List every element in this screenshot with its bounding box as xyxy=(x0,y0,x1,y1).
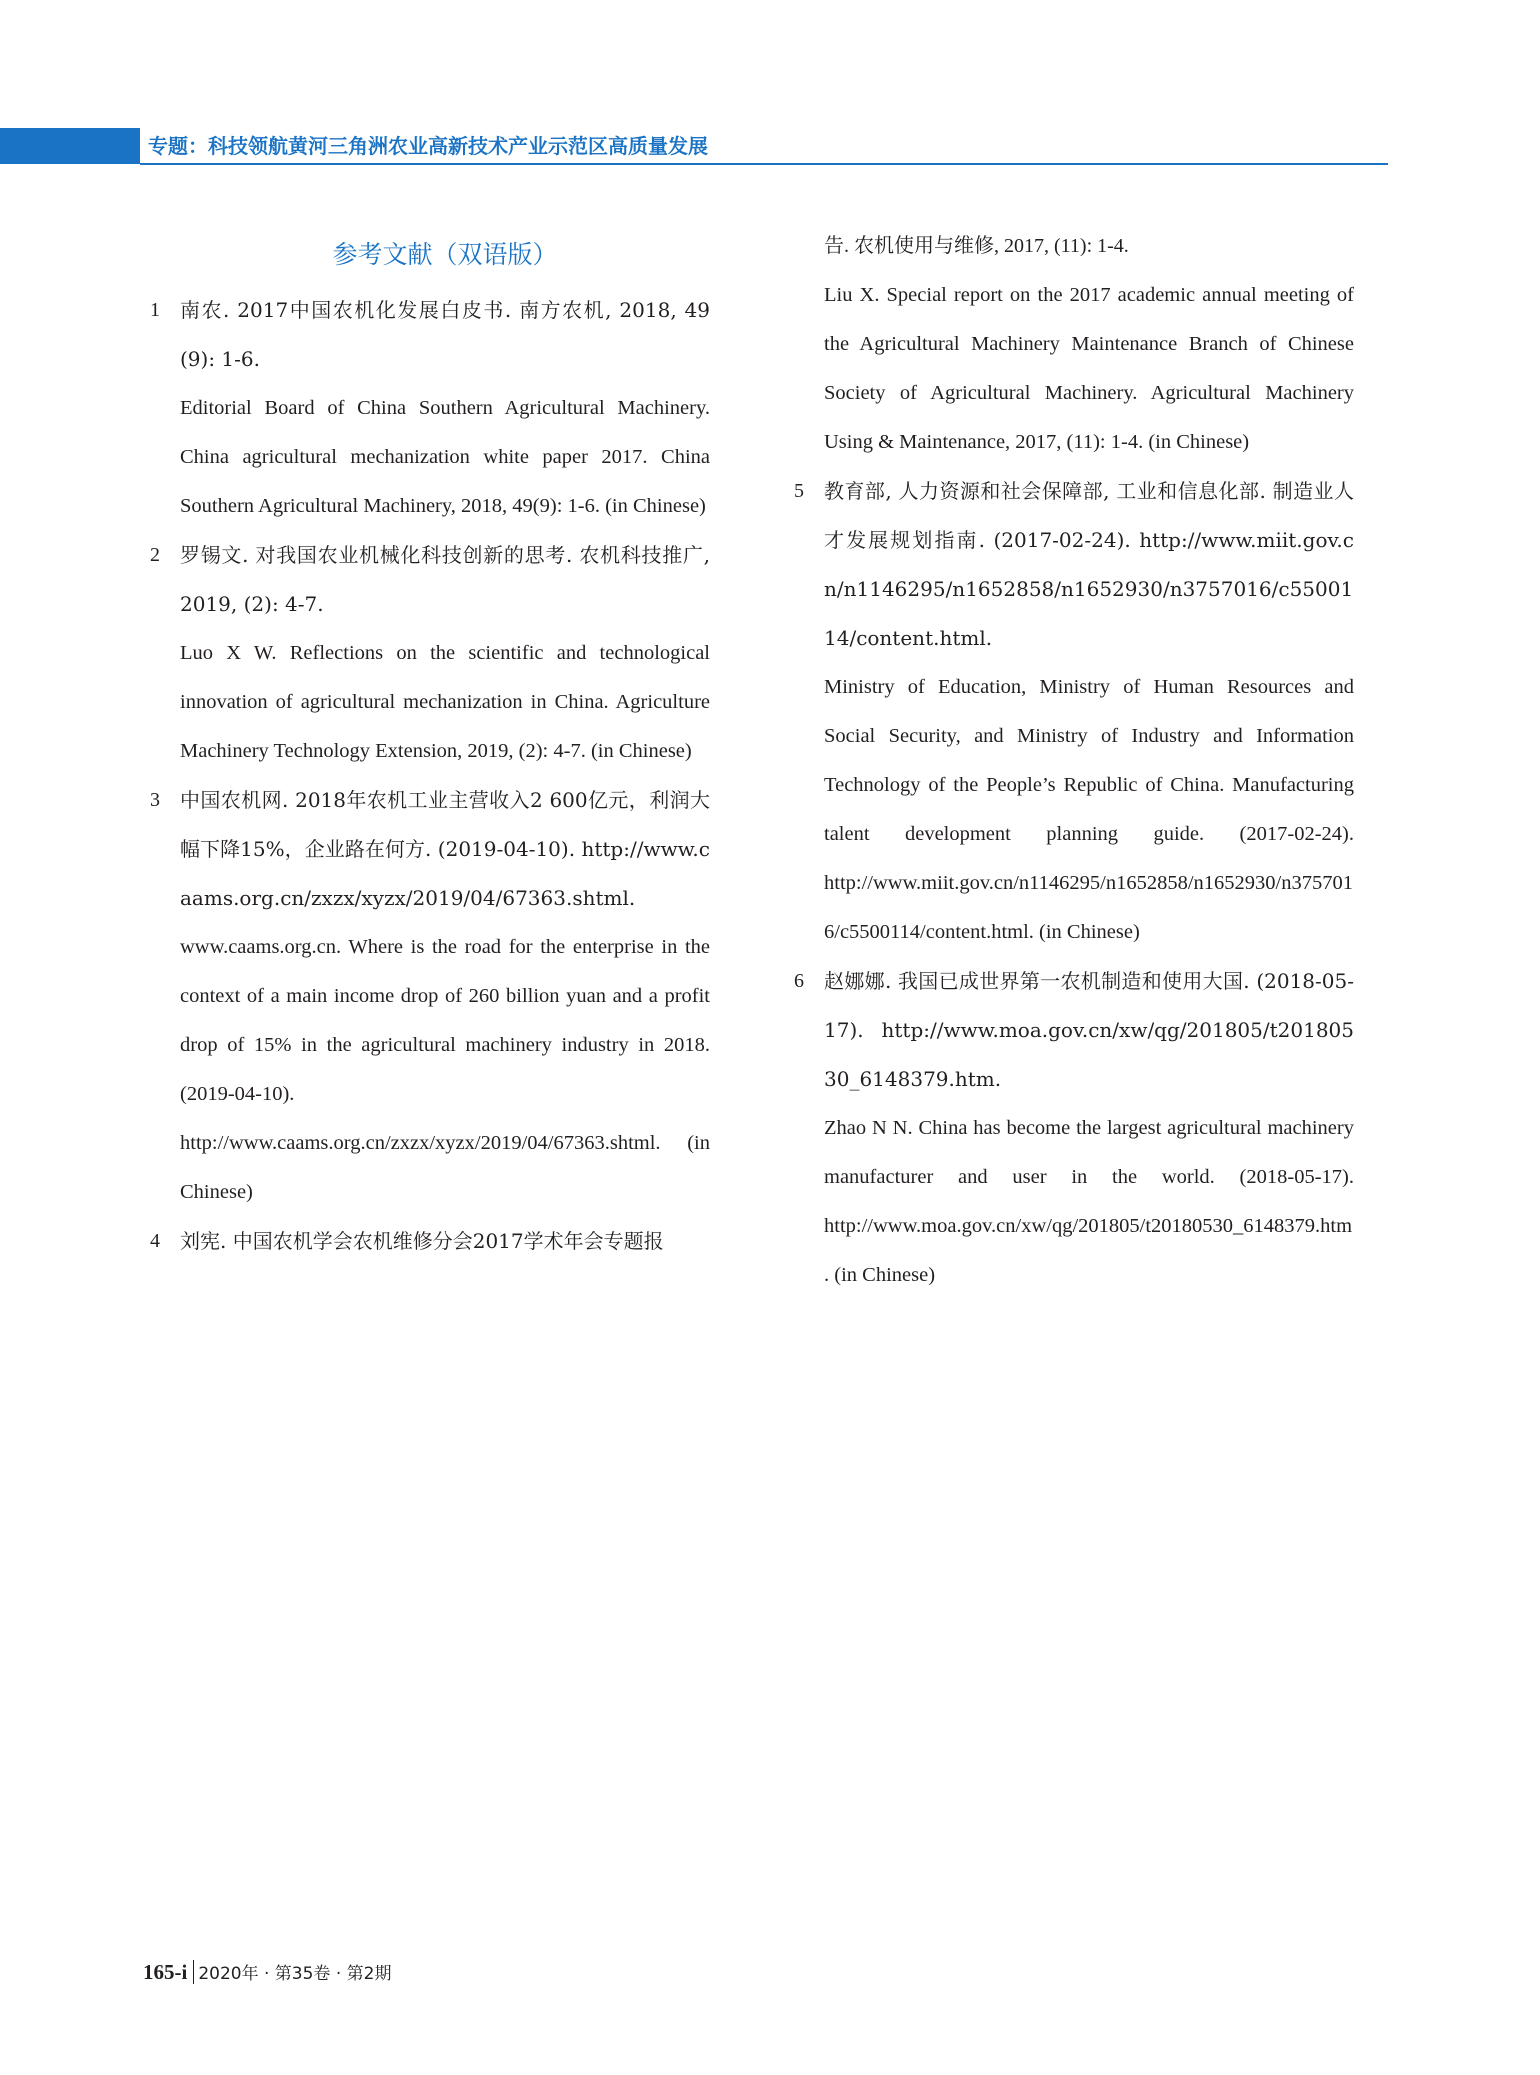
header-band xyxy=(0,128,140,164)
reference-item-3 xyxy=(150,776,710,1217)
header-rule xyxy=(140,163,1388,165)
reference-number: 6 xyxy=(794,970,804,992)
reference-item-1 xyxy=(150,286,710,531)
reference-item-5 xyxy=(794,467,1354,957)
reference-english: Ministry of Education, Ministry of Human Resources and Social Security, and Ministry of Industry and Information Technology of the People’s Republic of China. Manufacturing talent development planning guide. (2017-02-24). http://www.miit.gov.cn/n1146295/n1652858/n1652930/n3757016/c5500114/content.html. (in Chinese) xyxy=(824,676,1354,943)
reference-chinese: 赵娜娜. 我国已成世界第一农机制造和使用大国. (2018-05-17). http://www.moa.gov.cn/xw/qg/201805/t20180530_6148379.htm. xyxy=(824,969,1354,1091)
reference-english: Luo X W. Reflections on the scientific and technological innovation of agricultural mechanization in China. Agriculture Machinery Technology Extension, 2019, (2): 4-7. (in Chinese) xyxy=(180,642,710,762)
reference-item-4 xyxy=(150,1217,710,1266)
reference-number: 1 xyxy=(150,299,160,321)
left-column xyxy=(150,222,710,1266)
reference-number: 2 xyxy=(150,544,160,566)
reference-chinese: 罗锡文. 对我国农业机械化科技创新的思考. 农机科技推广, 2019, (2): 4-7. xyxy=(180,543,710,616)
page-footer xyxy=(143,1955,391,1989)
running-header-title: 专题：科技领航黄河三角洲农业高新技术产业示范区高质量发展 xyxy=(148,134,708,158)
reference-item-2 xyxy=(150,531,710,776)
reference-chinese: 南农. 2017中国农机化发展白皮书. 南方农机, 2018, 49(9): 1-6. xyxy=(180,298,710,371)
reference-english: Liu X. Special report on the 2017 academic annual meeting of the Agricultural Machinery Maintenance Branch of Chinese Society of Agricultural Machinery. Agricultural Machinery Using & Maintenance, 2017, (11): 1-4. (in Chinese) xyxy=(824,284,1354,453)
page-number: 165-i xyxy=(143,1960,194,1984)
reference-english: Editorial Board of China Southern Agricultural Machinery. China agricultural mechanization white paper 2017. China Southern Agricultural Machinery, 2018, 49(9): 1-6. (in Chinese) xyxy=(180,397,710,517)
reference-number: 5 xyxy=(794,480,804,502)
reference-english: www.caams.org.cn. Where is the road for the enterprise in the context of a main income drop of 260 billion yuan and a profit drop of 15% in the agricultural machinery industry in 2018. (2019-04-10). http://www.caams.org.cn/zxzx/xyzx/2019/04/67363.shtml. (in Chinese) xyxy=(180,936,710,1203)
references-heading: 参考文献（双语版） xyxy=(332,240,558,269)
reference-item-6 xyxy=(794,957,1354,1300)
reference-number: 4 xyxy=(150,1230,160,1252)
right-column xyxy=(794,222,1354,1300)
reference-chinese: 中国农机网. 2018年农机工业主营收入2 600亿元，利润大幅下降15%，企业路在何方. (2019-04-10). http://www.caams.org.cn/zxzx/xyzx/2019/04/67363.shtml. xyxy=(180,788,710,910)
reference-english: Zhao N N. China has become the largest agricultural machinery manufacturer and user in the world. (2018-05-17). http://www.moa.gov.cn/xw/qg/201805/t20180530_6148379.htm. (in Chinese) xyxy=(824,1117,1354,1286)
reference-number: 3 xyxy=(150,789,160,811)
reference-item-4-continued xyxy=(794,222,1354,467)
issue-info: 2020年 · 第35卷 · 第2期 xyxy=(198,1964,392,1984)
reference-chinese-continued: 告. 农机使用与维修, 2017, (11): 1-4. xyxy=(824,235,1129,257)
reference-chinese: 刘宪. 中国农机学会农机维修分会2017学术年会专题报 xyxy=(180,1229,664,1253)
reference-chinese: 教育部, 人力资源和社会保障部, 工业和信息化部. 制造业人才发展规划指南. (2017-02-24). http://www.miit.gov.cn/n1146295/n1652858/n1652930/n3757016/c5500114/content.html. xyxy=(824,479,1354,650)
